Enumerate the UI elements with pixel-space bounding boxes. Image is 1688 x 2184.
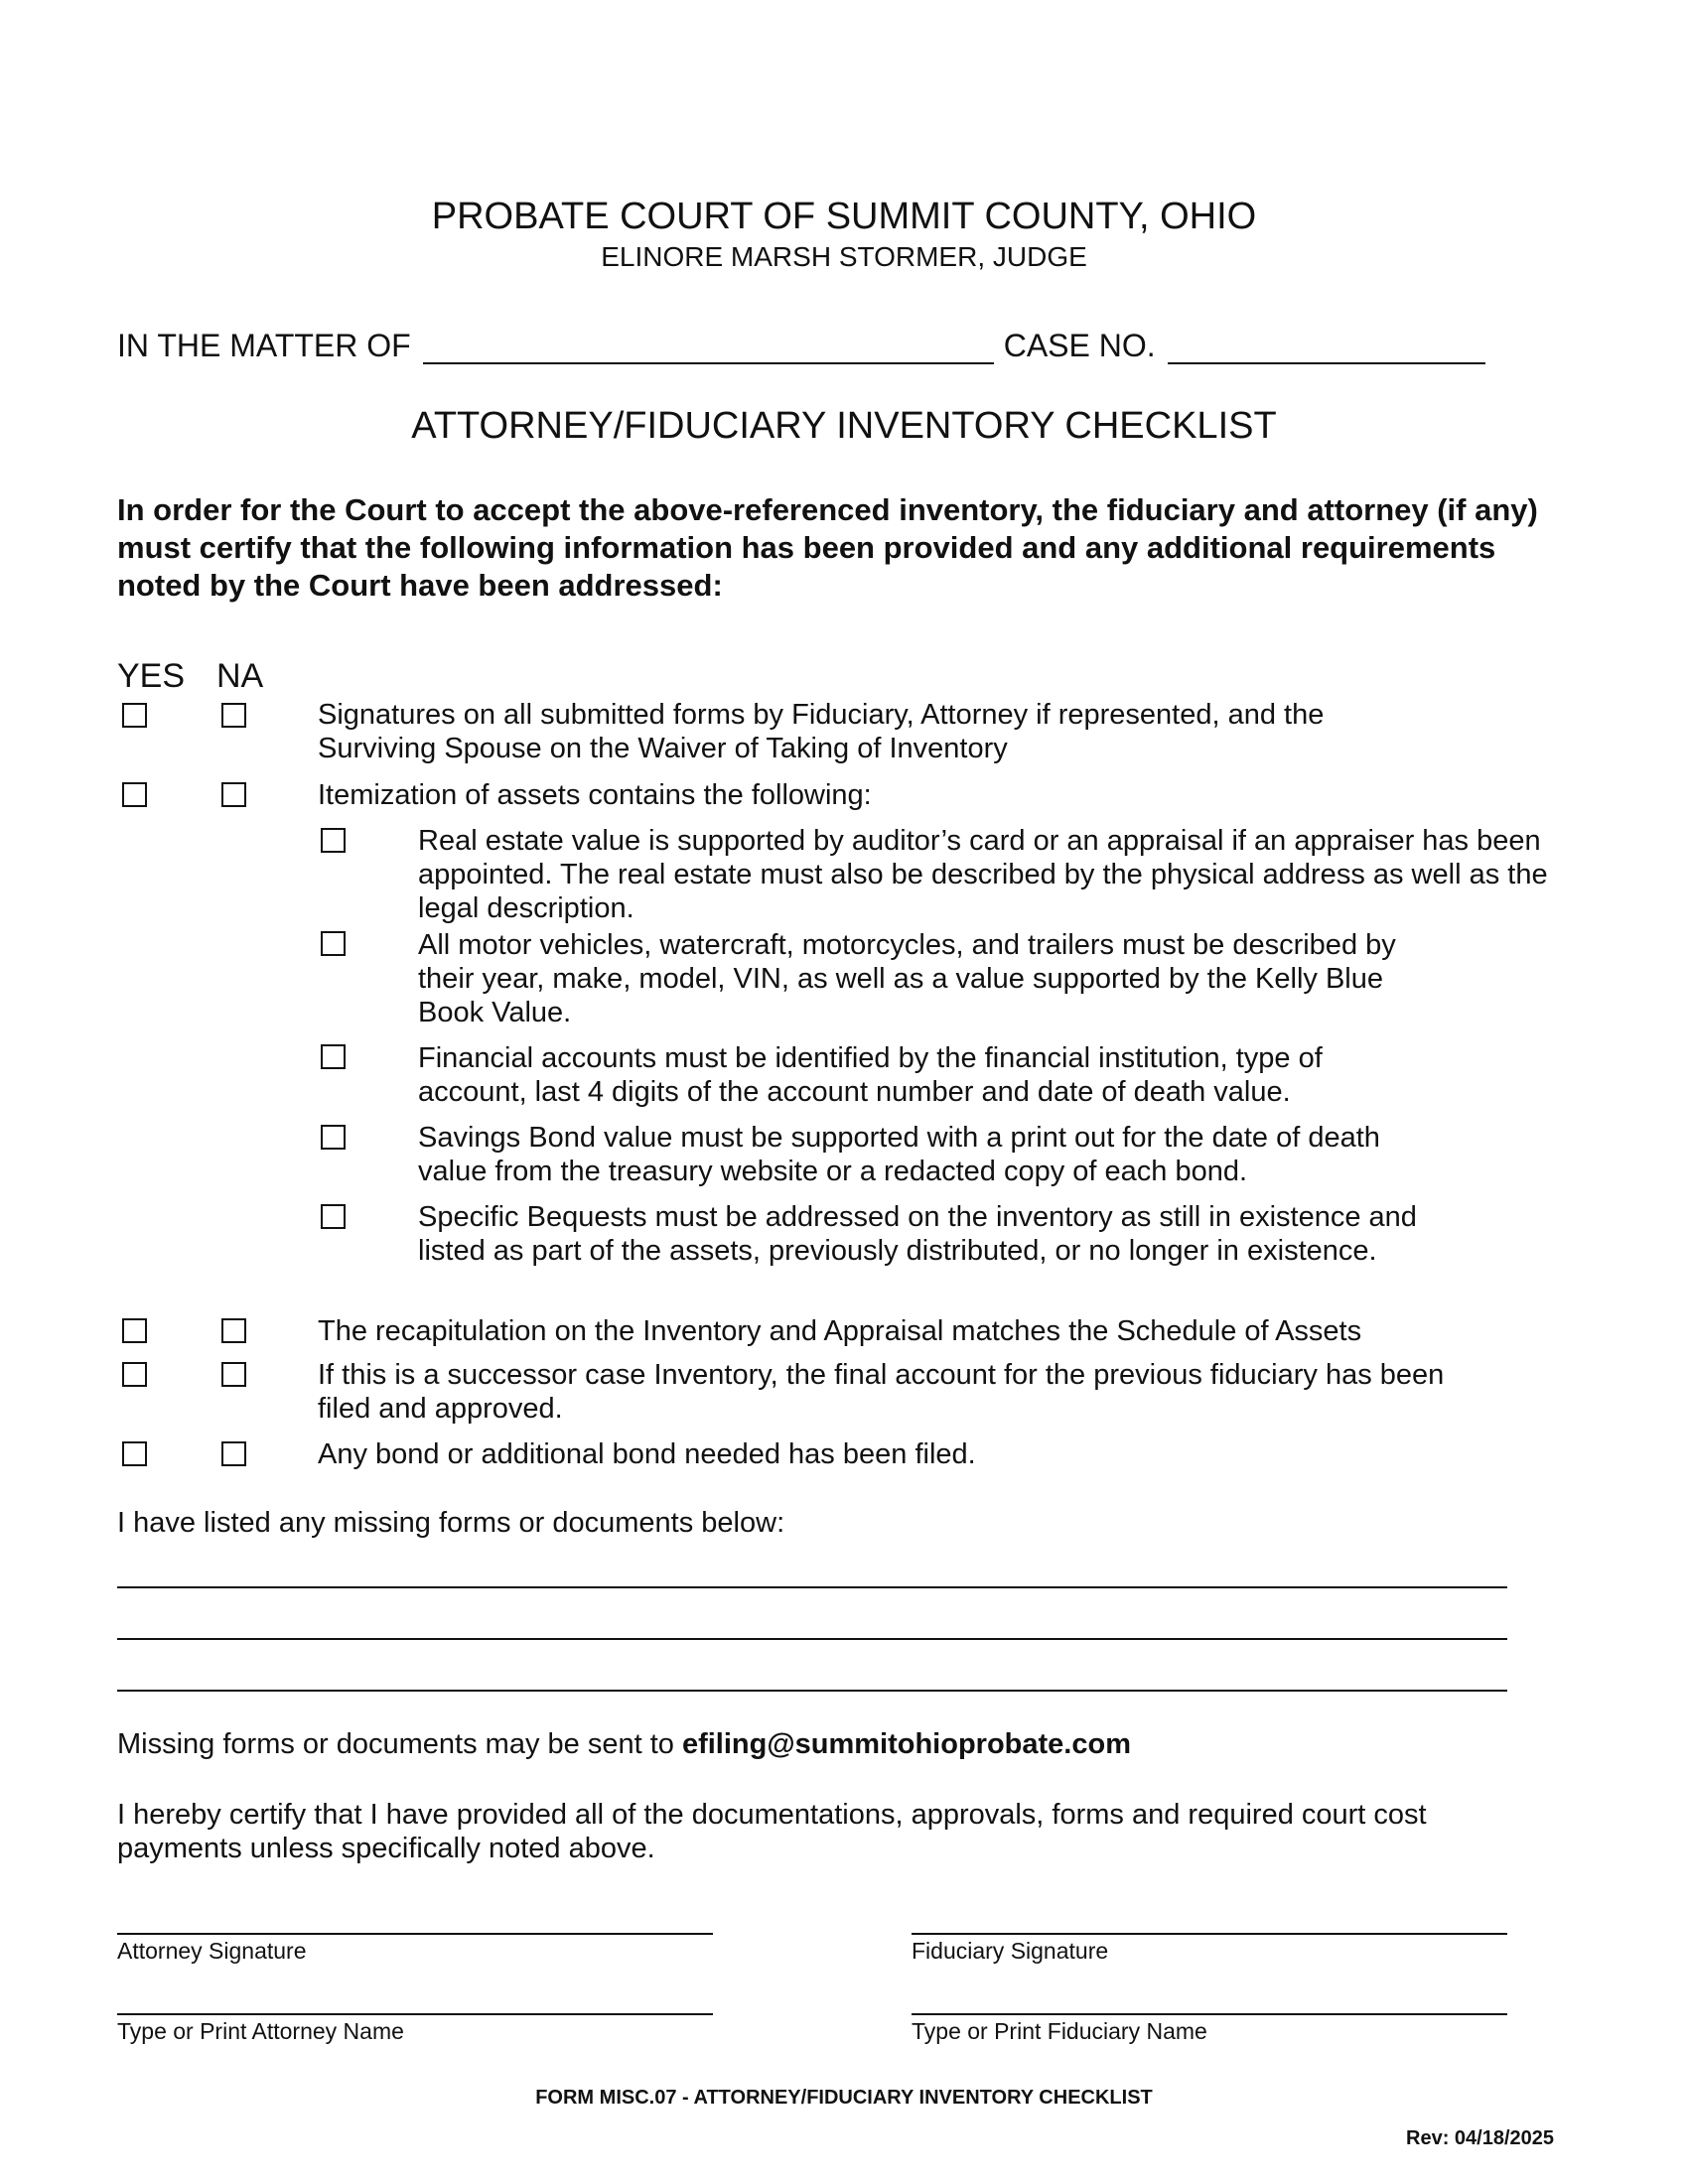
savings-bond-checkbox[interactable] — [321, 1125, 346, 1150]
court-name: PROBATE COURT OF SUMMIT COUNTY, OHIO — [431, 196, 1257, 237]
missing-forms-line-2[interactable] — [117, 1638, 1507, 1640]
case-number-field[interactable] — [1168, 333, 1485, 364]
missing-forms-line-1[interactable] — [117, 1586, 1507, 1588]
successor-yes-checkbox[interactable] — [122, 1362, 147, 1387]
item-successor: If this is a successor case Inventory, the final account for the previous fiduciary has been filed and approved. — [318, 1359, 1445, 1425]
fiduciary-signature-line[interactable] — [912, 1933, 1507, 1935]
real-estate-checkbox[interactable] — [321, 828, 346, 853]
subitem-financial: Financial accounts must be identified by the financial institution, type of account, last 4 digits of the account number and date of death value. — [418, 1042, 1323, 1108]
bond-na-checkbox[interactable] — [221, 1441, 246, 1466]
email-prefix: Missing forms or documents may be sent to — [117, 1728, 682, 1760]
itemization-na-checkbox[interactable] — [221, 782, 246, 807]
missing-forms-prompt: I have listed any missing forms or documents below: — [117, 1507, 785, 1539]
matter-label: IN THE MATTER OF — [117, 328, 411, 363]
attorney-name-label: Type or Print Attorney Name — [117, 2018, 404, 2044]
subitem-vehicles: All motor vehicles, watercraft, motorcycles, and trailers must be described by their year, make, model, VIN, as well as a value supported by the Kelly Blue Book Value. — [418, 929, 1396, 1028]
fiduciary-signature-label: Fiduciary Signature — [912, 1938, 1109, 1964]
fiduciary-name-line[interactable] — [912, 2013, 1507, 2015]
signatures-na-checkbox[interactable] — [221, 703, 246, 728]
recap-yes-checkbox[interactable] — [122, 1318, 147, 1343]
subitem-bequests: Specific Bequests must be addressed on the inventory as still in existence and listed as part of the assets, previously distributed, or no longer in existence. — [418, 1201, 1417, 1267]
item-signatures: Signatures on all submitted forms by Fiduciary, Attorney if represented, and the Surviving Spouse on the Waiver of Taking of Inventory — [318, 699, 1325, 764]
subitem-real-estate: Real estate value is supported by auditor’s card or an appraisal if an appraiser has been appointed. The real estate must also be described by the physical address as well as the legal description. — [418, 825, 1548, 924]
financial-accounts-checkbox[interactable] — [321, 1044, 346, 1069]
matter-field[interactable] — [423, 333, 994, 364]
missing-forms-line-3[interactable] — [117, 1690, 1507, 1692]
judge-name: ELINORE MARSH STORMER, JUDGE — [601, 241, 1087, 272]
item-recap: The recapitulation on the Inventory and Appraisal matches the Schedule of Assets — [318, 1315, 1362, 1347]
item-itemization: Itemization of assets contains the following: — [318, 779, 872, 811]
na-column-header: NA — [216, 657, 264, 695]
matter-row — [117, 328, 1485, 364]
fiduciary-name-label: Type or Print Fiduciary Name — [912, 2018, 1207, 2044]
form-title: ATTORNEY/FIDUCIARY INVENTORY CHECKLIST — [411, 405, 1277, 447]
email-instruction — [117, 1727, 1507, 1761]
yes-column-header: YES — [117, 657, 186, 695]
itemization-yes-checkbox[interactable] — [122, 782, 147, 807]
subitem-savings-bond: Savings Bond value must be supported with a print out for the date of death value from the treasury website or a redacted copy of each bond. — [418, 1122, 1380, 1187]
bequests-checkbox[interactable] — [321, 1204, 346, 1229]
certification-text: I hereby certify that I have provided all of the documentations, approvals, forms and required court cost payments unless specifically noted above. — [117, 1799, 1427, 1864]
bond-yes-checkbox[interactable] — [122, 1441, 147, 1466]
revision-date: Rev: 04/18/2025 — [1406, 2127, 1555, 2149]
email-link[interactable]: efiling@summitohioprobate.com — [681, 1728, 1131, 1760]
vehicles-checkbox[interactable] — [321, 931, 346, 956]
form-id-footer: FORM MISC.07 - ATTORNEY/FIDUCIARY INVENTORY CHECKLIST — [535, 2087, 1153, 2109]
item-bond: Any bond or additional bond needed has been filed. — [318, 1438, 976, 1470]
attorney-name-line[interactable] — [117, 2013, 713, 2015]
successor-na-checkbox[interactable] — [221, 1362, 246, 1387]
attorney-signature-label: Attorney Signature — [117, 1938, 307, 1964]
attorney-signature-line[interactable] — [117, 1933, 713, 1935]
recap-na-checkbox[interactable] — [221, 1318, 246, 1343]
intro-paragraph: In order for the Court to accept the above-referenced inventory, the fiduciary and attorney (if any) must certify that the following information has been provided and any additional requirements noted by the Court have been addressed: — [117, 492, 1538, 603]
signatures-yes-checkbox[interactable] — [122, 703, 147, 728]
case-label: CASE NO. — [1003, 328, 1156, 363]
